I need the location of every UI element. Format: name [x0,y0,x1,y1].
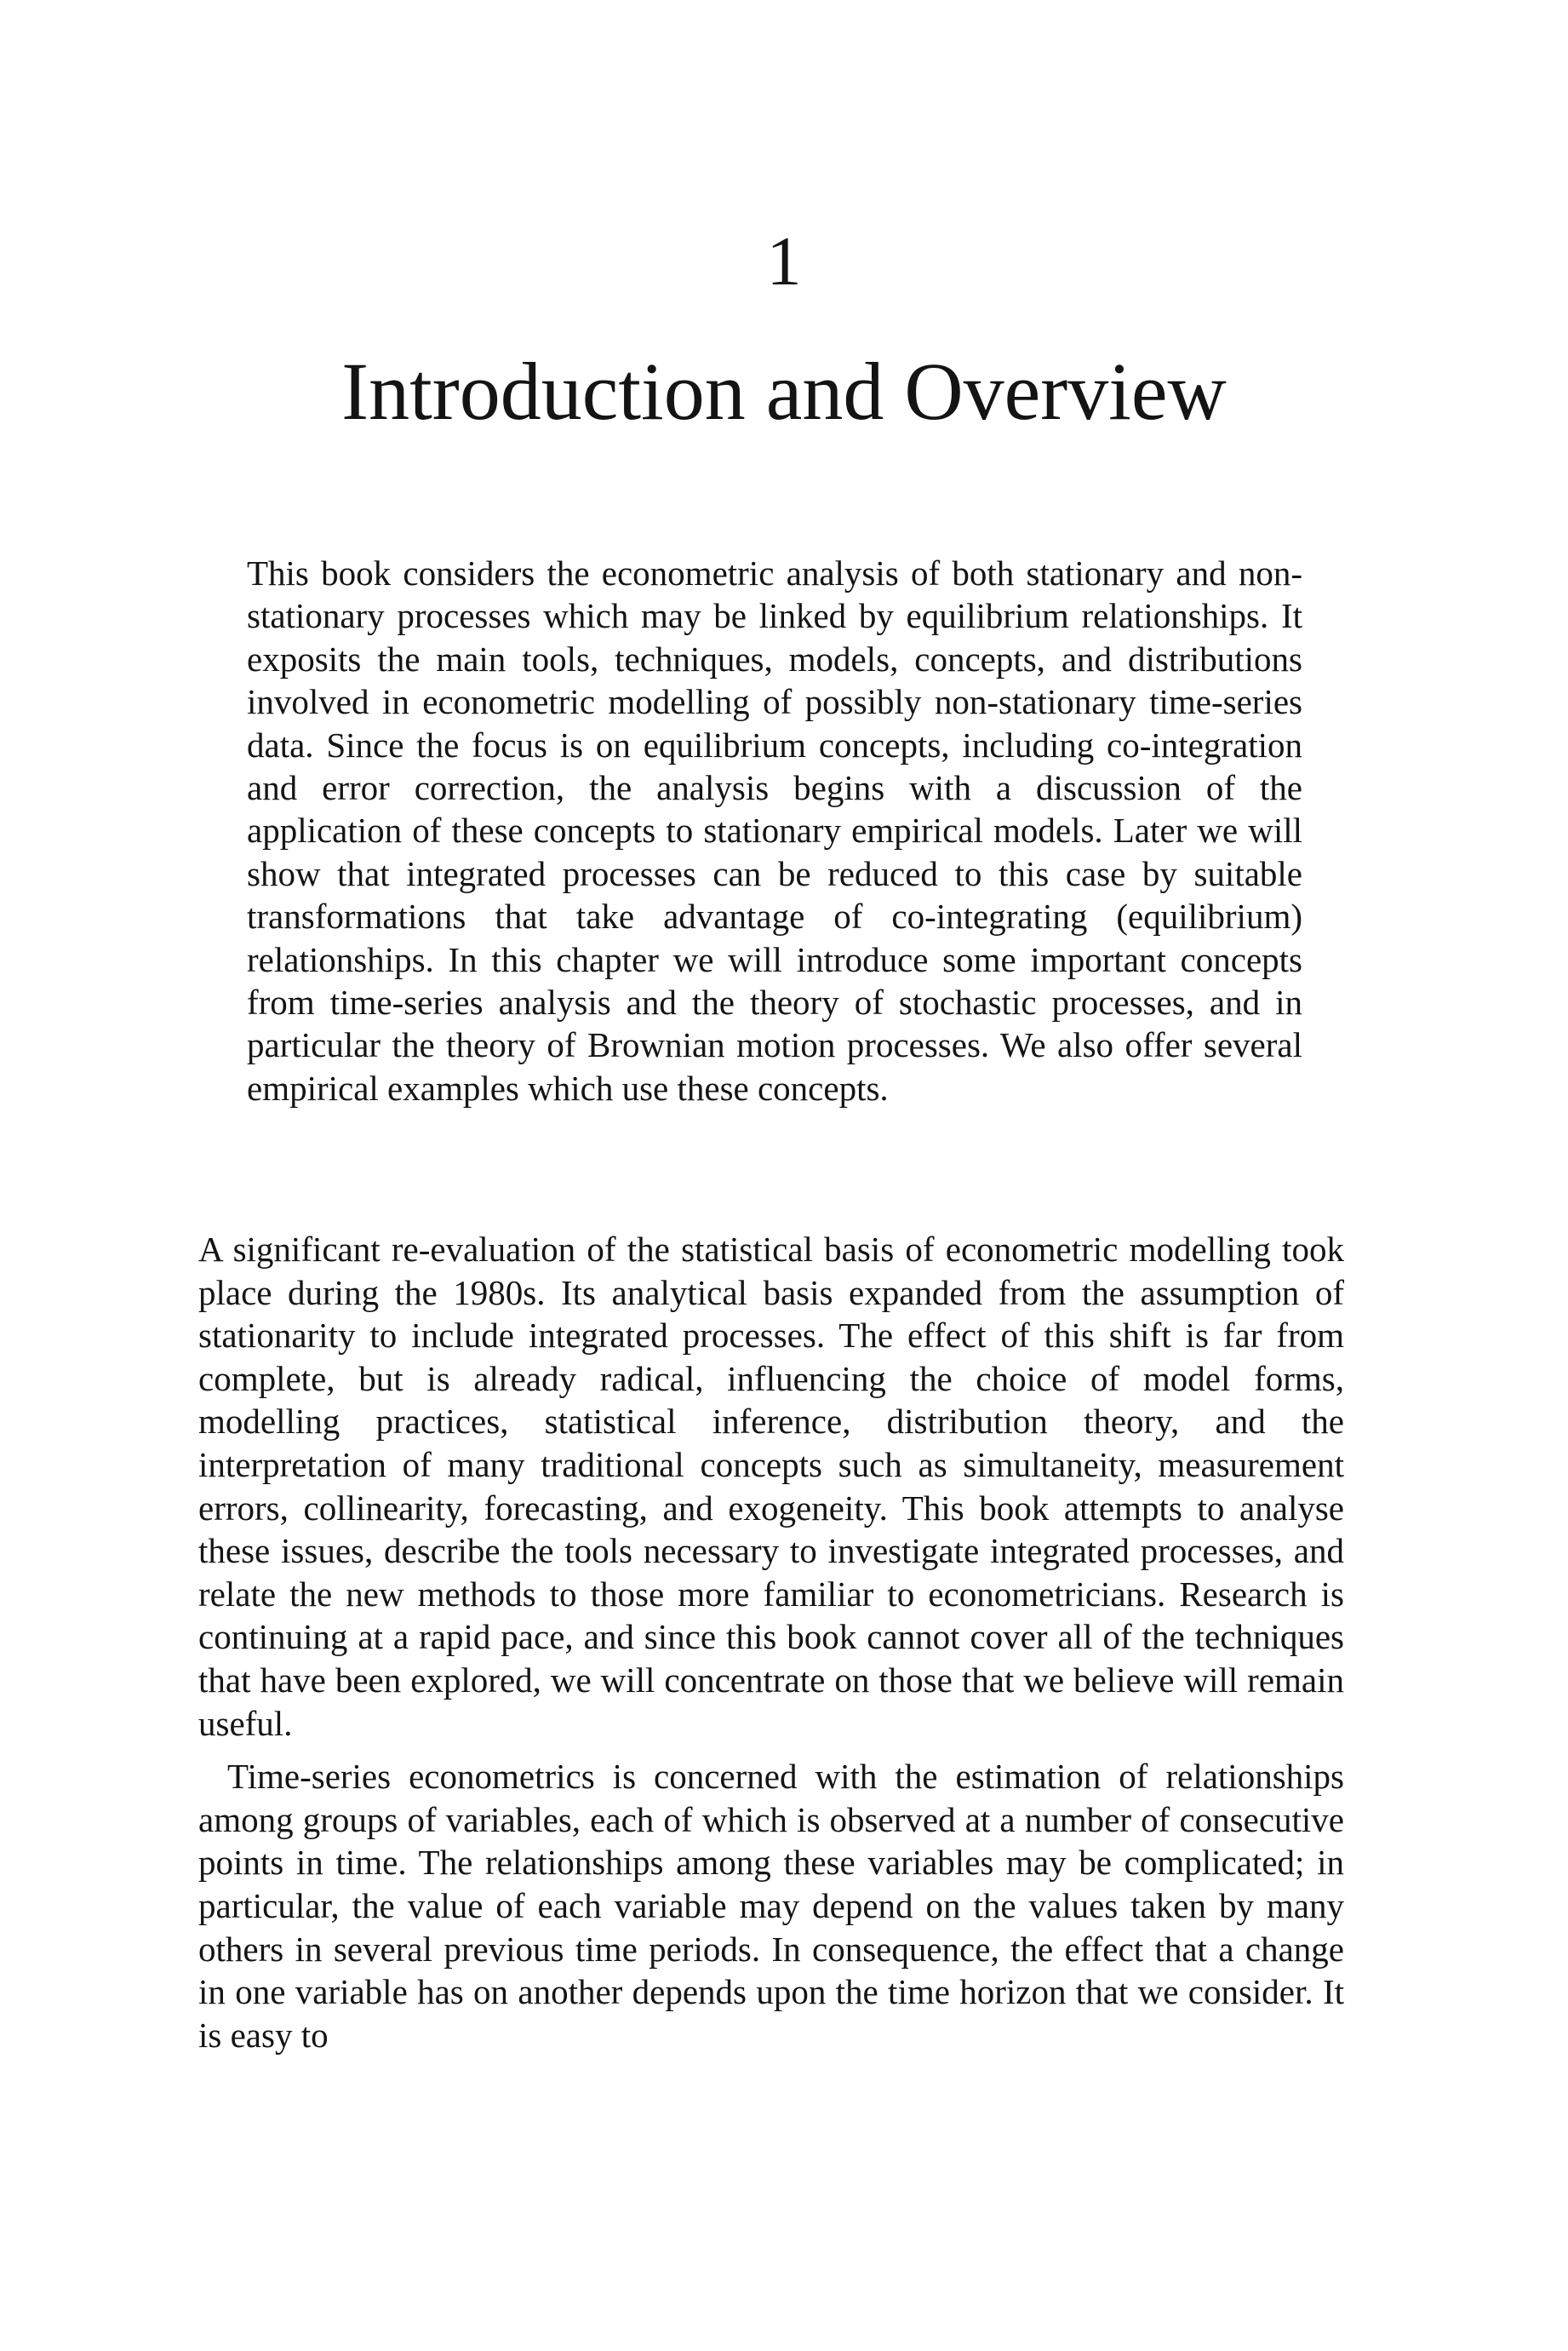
body-paragraph-2: Time-series econometrics is concerned with the estimation of relationships among groups of variables, each of which is observed at a number of consecutive points in time. The relationships among these variables may be complicated; in particular, the value of each variable may depend on the values taken by many others in several previous time periods. In consequence, the effect that a change in one variable has on another depends upon the time horizon that we consider. It is easy to [198,1757,1344,2055]
chapter-title: Introduction and Overview [341,346,1227,437]
chapter-number: 1 [766,222,802,300]
body-paragraph-1: A significant re-evaluation of the statistical basis of econometric modelling took place during the 1980s. Its analytical basis expanded from the assumption of stationarity to include integrated processes. The effect of this shift is far from complete, but is already radical, influencing the choice of model forms, modelling practices, statistical inference, distribution theory, and the interpretation of many traditional concepts such as simultaneity, measurement errors, collinearity, forecasting, and exogeneity. This book attempts to analyse these issues, describe the tools necessary to investigate integrated processes, and relate the new methods to those more familiar to econometricians. Research is continuing at a rapid pace, and since this book cannot cover all of the techniques that have been explored, we will concentrate on those that we believe will remain useful. [198,1230,1344,1743]
chapter-abstract: This book considers the econometric analysis of both stationary and non-stationary processes which may be linked by equilibrium relationships. It exposits the main tools, techniques, models, concepts, and distributions involved in econometric modelling of possibly non-stationary time-series data. Since the focus is on equilibrium concepts, including co-integration and error correction, the analysis begins with a discussion of the application of these concepts to stationary empirical models. Later we will show that integrated processes can be reduced to this case by suitable transformations that take advantage of co-integrating (equilibrium) relationships. In this chapter we will introduce some important concepts from time-series analysis and the theory of stochastic processes, and in particular the theory of Brownian motion processes. We also offer several empirical examples which use these concepts. [247,553,1302,1108]
body-text [198,1228,1344,2056]
